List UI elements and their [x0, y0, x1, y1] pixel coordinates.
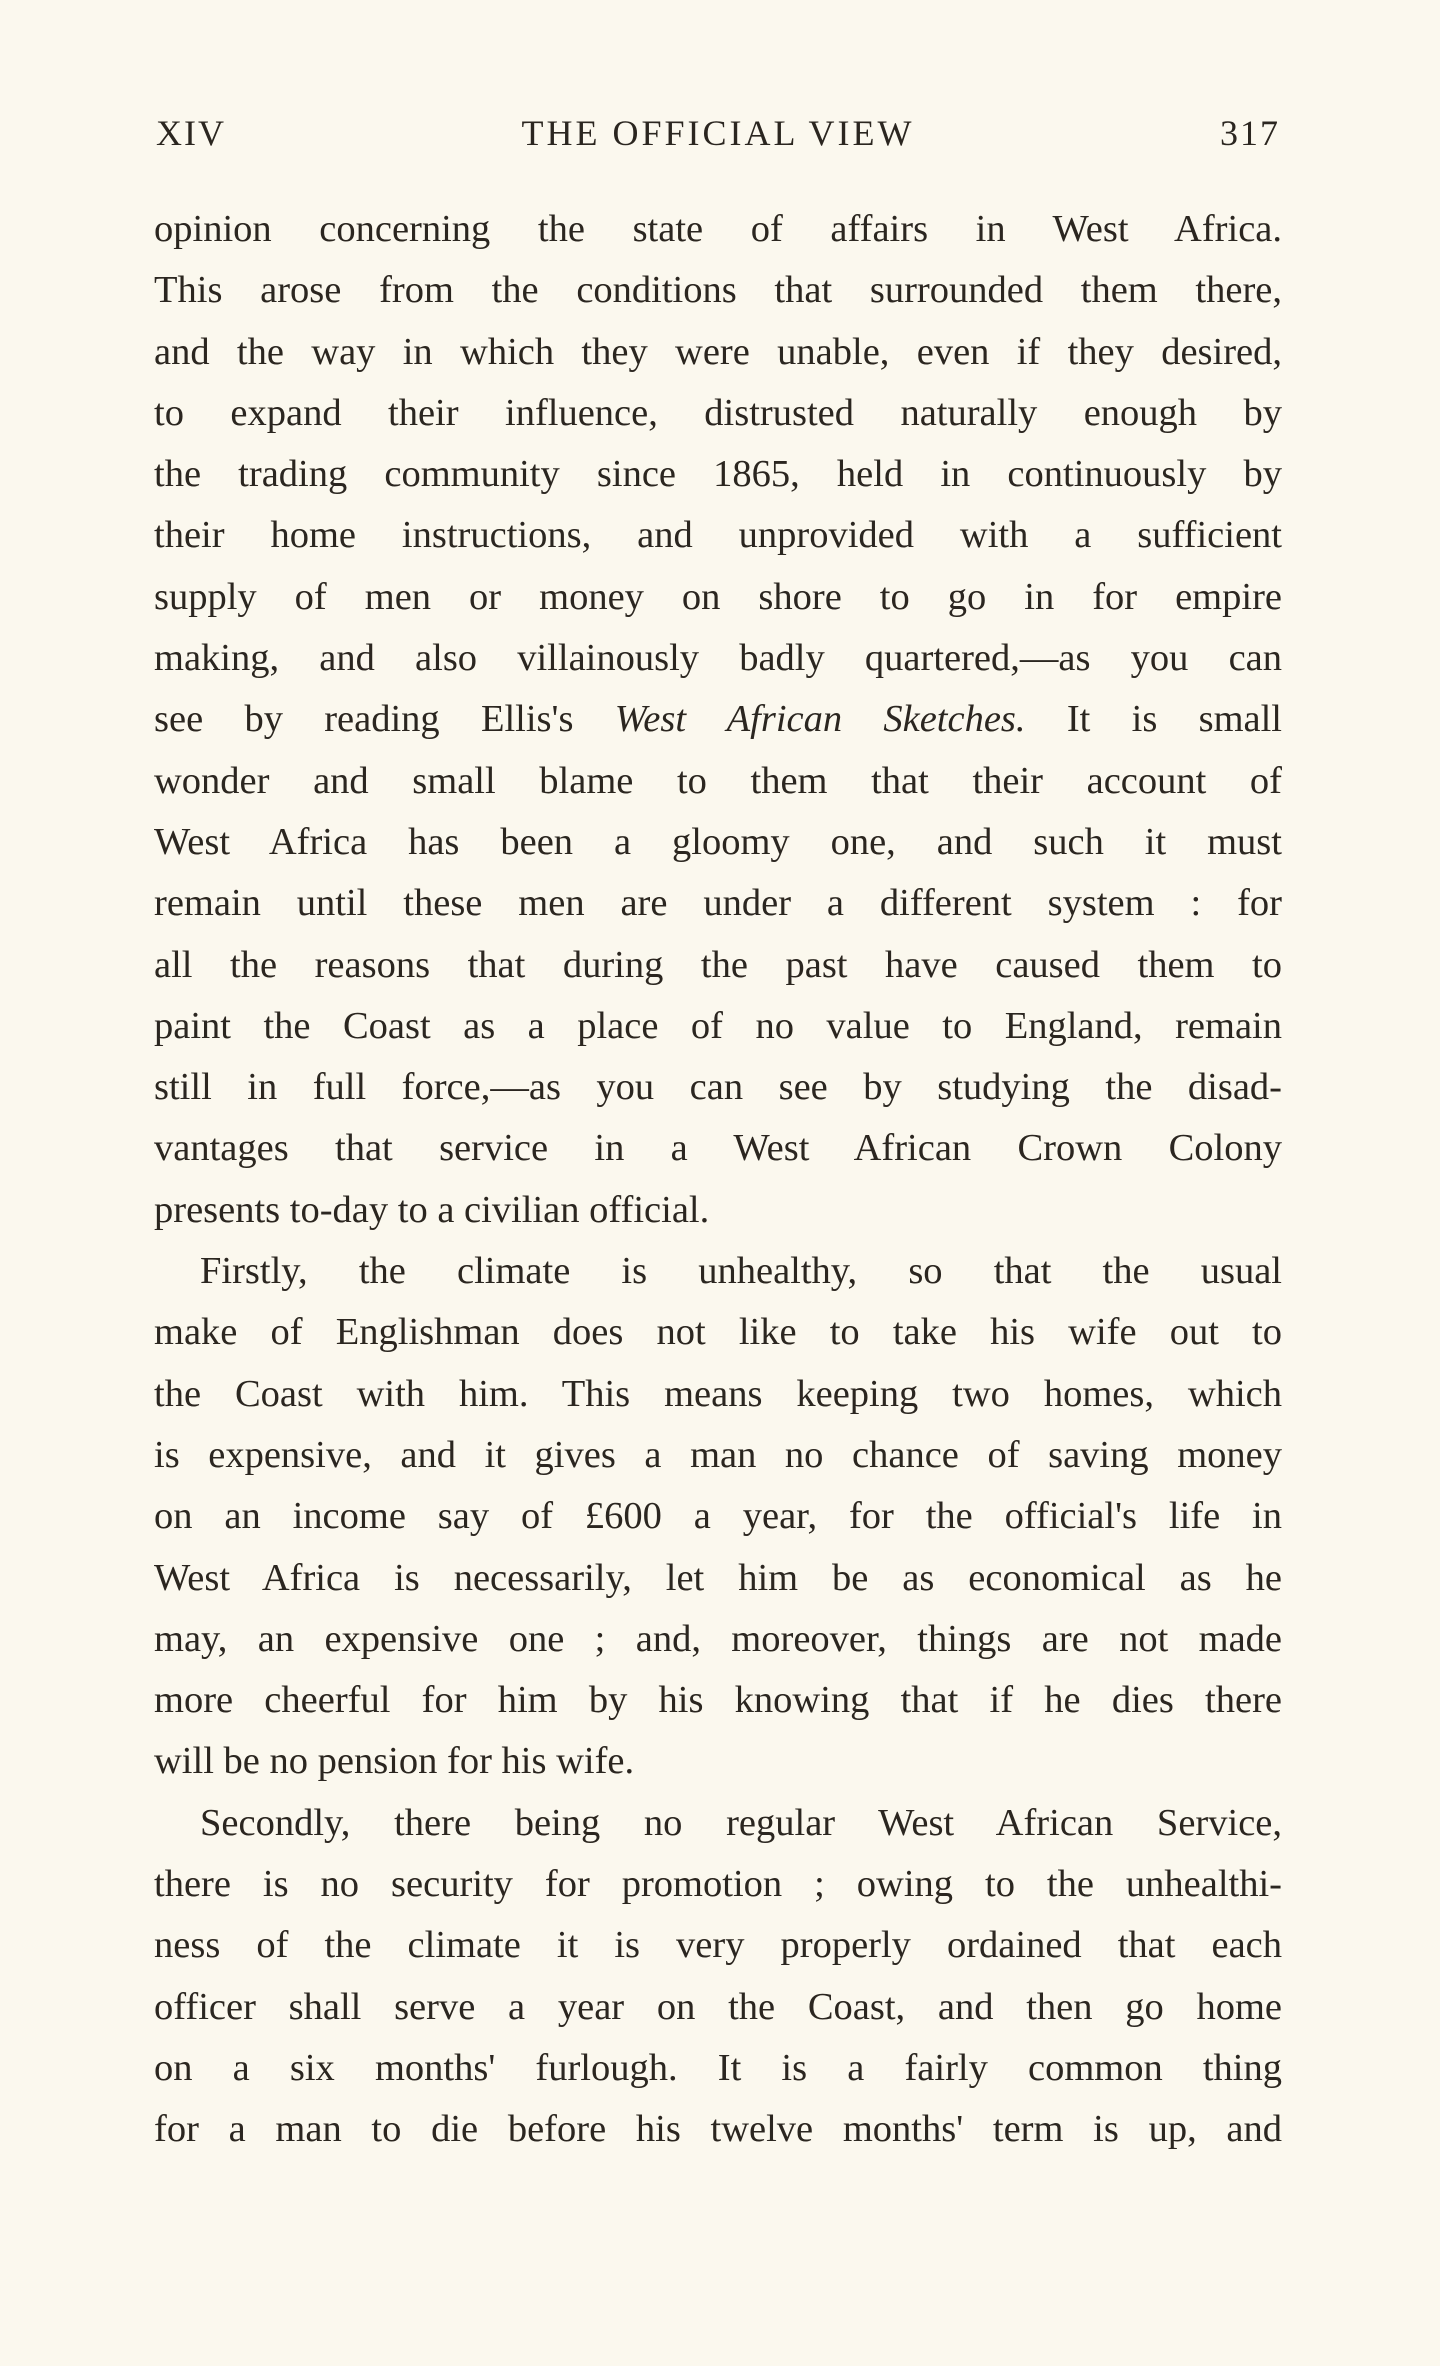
- text-line: there is no security for promotion ; owing to the unhealthi-: [154, 1863, 1282, 1906]
- text-line: presents to-day to a civilian official.: [154, 1188, 710, 1231]
- text-line: wonder and small blame to them that their account of: [154, 759, 1282, 802]
- text-line: This arose from the conditions that surrounded them there,: [154, 269, 1282, 312]
- text-line: all the reasons that during the past have caused them to: [154, 943, 1282, 986]
- text-line: remain until these men are under a different system : for: [154, 882, 1282, 925]
- text-segment: see by reading Ellis's: [154, 698, 615, 741]
- text-line: vantages that service in a West African Crown Colony: [154, 1127, 1282, 1170]
- text-line: for a man to die before his twelve months' term is up, and: [154, 2108, 1282, 2151]
- text-line: their home instructions, and unprovided with a sufficient: [154, 514, 1282, 557]
- text-line: on an income say of £600 a year, for the official's life in: [154, 1495, 1282, 1538]
- text-line: officer shall serve a year on the Coast, and then go home: [154, 1985, 1282, 2028]
- text-line: the Coast with him. This means keeping two homes, which: [154, 1372, 1282, 1415]
- text-line: will be no pension for his wife.: [154, 1740, 635, 1783]
- text-line: to expand their influence, distrusted naturally enough by: [154, 391, 1282, 434]
- chapter-number: XIV: [156, 113, 226, 153]
- text-line: ness of the climate it is very properly ordained that each: [154, 1924, 1282, 1967]
- text-segment: It is small: [1025, 698, 1282, 741]
- text-line: paint the Coast as a place of no value to England, remain: [154, 1004, 1282, 1047]
- text-line-with-title: [154, 689, 1282, 750]
- text-line: is expensive, and it gives a man no chance of saving money: [154, 1433, 1282, 1476]
- running-head: [156, 112, 1280, 172]
- text-line: West Africa is necessarily, let him be as economical as he: [154, 1556, 1282, 1599]
- body-text: [154, 199, 1282, 2161]
- text-line: and the way in which they were unable, even if they desired,: [154, 330, 1282, 373]
- text-line: more cheerful for him by his knowing that if he dies there: [154, 1679, 1282, 1722]
- running-title: THE OFFICIAL VIEW: [521, 113, 915, 153]
- text-line: supply of men or money on shore to go in for empire: [154, 575, 1282, 618]
- paragraph-first-line: Secondly, there being no regular West African Service,: [200, 1801, 1282, 1844]
- text-line: make of Englishman does not like to take his wife out to: [154, 1311, 1282, 1354]
- text-line: still in full force,—as you can see by studying the disad-: [154, 1066, 1282, 1109]
- page-number: 317: [1220, 113, 1280, 153]
- text-line: making, and also villainously badly quartered,—as you can: [154, 637, 1282, 680]
- text-line: may, an expensive one ; and, moreover, things are not made: [154, 1617, 1282, 1660]
- text-line: the trading community since 1865, held in continuously by: [154, 453, 1282, 496]
- text-line: on a six months' furlough. It is a fairly common thing: [154, 2046, 1282, 2089]
- text-line: West Africa has been a gloomy one, and such it must: [154, 820, 1282, 863]
- book-title-italic: West African Sketches.: [614, 698, 1026, 741]
- paragraph-first-line: Firstly, the climate is unhealthy, so that the usual: [200, 1250, 1282, 1293]
- text-line: opinion concerning the state of affairs in West Africa.: [154, 208, 1282, 250]
